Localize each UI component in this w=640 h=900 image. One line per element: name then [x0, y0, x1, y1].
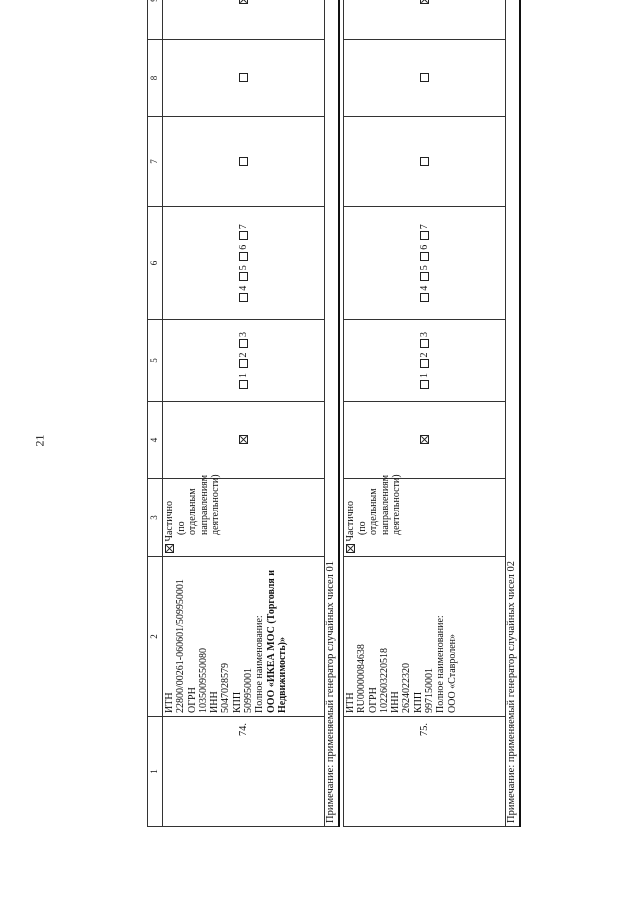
column-header: 3 [148, 479, 163, 557]
table-row [163, 0, 325, 827]
checkbox-label: 4 [238, 285, 250, 291]
info-line: Полное наименование: [254, 615, 266, 713]
checkbox-label: 4 [419, 285, 431, 291]
note-text: Примечание: применяемый генератор случайных чисел 02 [506, 0, 521, 827]
partial-note: направлениям [379, 474, 391, 535]
checkbox-icon[interactable] [239, 252, 248, 261]
info-line: ИТН [164, 692, 175, 713]
info-line: 2624022320 [401, 663, 413, 713]
info-line: 22800/00261-060601/509950001 [175, 579, 187, 713]
col8-cell [163, 40, 325, 117]
checkbox-icon[interactable] [420, 157, 429, 166]
col7-cell [163, 117, 325, 207]
col7-cell [344, 117, 506, 207]
table-wrapper [147, 27, 525, 827]
checkbox-label: 1 [419, 373, 431, 378]
col5-cell [163, 320, 325, 402]
partial-note: (по [175, 521, 187, 535]
info-line: ОГРН [186, 687, 198, 713]
col9-cell [344, 0, 506, 40]
checkbox-label: 5 [238, 265, 250, 271]
column-header: 8 [148, 40, 163, 117]
checkbox-icon[interactable] [420, 272, 429, 281]
note-row [325, 0, 340, 827]
col4-cell [344, 402, 506, 479]
checkbox-icon[interactable] [420, 360, 429, 369]
checkbox-icon[interactable] [420, 231, 429, 240]
info-line: Полное наименование: [435, 615, 447, 713]
column-header: 4 [148, 402, 163, 479]
registry-table [147, 0, 521, 827]
checkbox-icon[interactable] [420, 339, 429, 348]
checkbox-icon[interactable] [239, 231, 248, 240]
column-header: 6 [148, 207, 163, 320]
row-number: 75. [344, 717, 506, 827]
checkbox-label: 7 [419, 224, 431, 230]
partial-cell [344, 474, 506, 557]
checked-checkbox-icon[interactable] [420, 0, 429, 4]
checkbox-icon[interactable] [239, 272, 248, 281]
checkbox-icon[interactable] [239, 380, 248, 389]
note-row [506, 0, 521, 827]
checkbox-label: 7 [238, 224, 250, 230]
checkbox-label: 3 [238, 332, 250, 337]
page-number: 21 [32, 434, 47, 447]
company-name: ООО «ИКЕА МОС (Торговля и Недвижимость)» [265, 569, 288, 713]
checkbox-label: 2 [419, 352, 431, 358]
checkbox-label: 2 [238, 352, 250, 358]
checked-checkbox-icon[interactable] [165, 544, 174, 553]
info-line: ИНН [209, 691, 221, 713]
checkbox-icon[interactable] [239, 293, 248, 302]
checkbox-icon[interactable] [420, 293, 429, 302]
column-header: 7 [148, 117, 163, 207]
info-line: 5047028579 [220, 663, 232, 713]
info-line: ИТН [345, 692, 356, 713]
note-text: Примечание: применяемый генератор случайных чисел 01 [325, 0, 340, 827]
checkbox-icon[interactable] [420, 252, 429, 261]
info-line: 1022603220518 [378, 648, 390, 713]
checkbox-icon[interactable] [420, 380, 429, 389]
checkbox-label: 5 [419, 265, 431, 271]
checked-checkbox-icon[interactable] [346, 544, 355, 553]
partial-note: (по [356, 521, 368, 535]
partial-cell [163, 474, 325, 557]
info-line: ОГРН [367, 687, 379, 713]
checked-checkbox-icon[interactable] [239, 0, 248, 4]
info-line: КПП [231, 691, 243, 713]
col6-cell [163, 207, 325, 320]
column-header-row [148, 0, 163, 827]
col4-cell [163, 402, 325, 479]
checkbox-label: 1 [238, 373, 250, 378]
partial-note: отдельным [187, 488, 198, 535]
column-header: 5 [148, 320, 163, 402]
table-row [344, 0, 506, 827]
info-line: 509950001 [243, 668, 255, 713]
checked-checkbox-icon[interactable] [239, 436, 248, 445]
organization-info [344, 557, 506, 717]
info-line: ИНН [390, 691, 402, 713]
partial-label: Частично [345, 501, 356, 542]
checkbox-label: 6 [238, 244, 250, 250]
column-header [148, 0, 163, 40]
info-line: КПП [412, 691, 424, 713]
partial-note: направлениям [198, 474, 210, 535]
partial-note: деятельности) [391, 474, 402, 535]
col6-cell [344, 207, 506, 320]
column-header: 2 [148, 557, 163, 717]
company-name: ООО «Ставролен» [446, 633, 458, 713]
info-line: 1035009550080 [197, 648, 209, 713]
checkbox-icon[interactable] [239, 360, 248, 369]
checkbox-icon[interactable] [239, 74, 248, 83]
checked-checkbox-icon[interactable] [420, 436, 429, 445]
info-line: RU00000084638 [356, 644, 368, 713]
partial-note: отдельным [368, 488, 379, 535]
checkbox-icon[interactable] [420, 74, 429, 83]
info-line: 997150001 [424, 668, 436, 713]
col5-cell [344, 320, 506, 402]
column-header: 1 [148, 717, 163, 827]
col8-cell [344, 40, 506, 117]
row-number: 74. [163, 717, 325, 827]
partial-label: Частично [164, 501, 175, 542]
organization-info [163, 557, 325, 717]
checkbox-label: 3 [419, 332, 431, 337]
checkbox-label: 6 [419, 244, 431, 250]
checkbox-icon[interactable] [239, 157, 248, 166]
checkbox-icon[interactable] [239, 339, 248, 348]
partial-note: деятельности) [210, 474, 221, 535]
col9-cell [163, 0, 325, 40]
